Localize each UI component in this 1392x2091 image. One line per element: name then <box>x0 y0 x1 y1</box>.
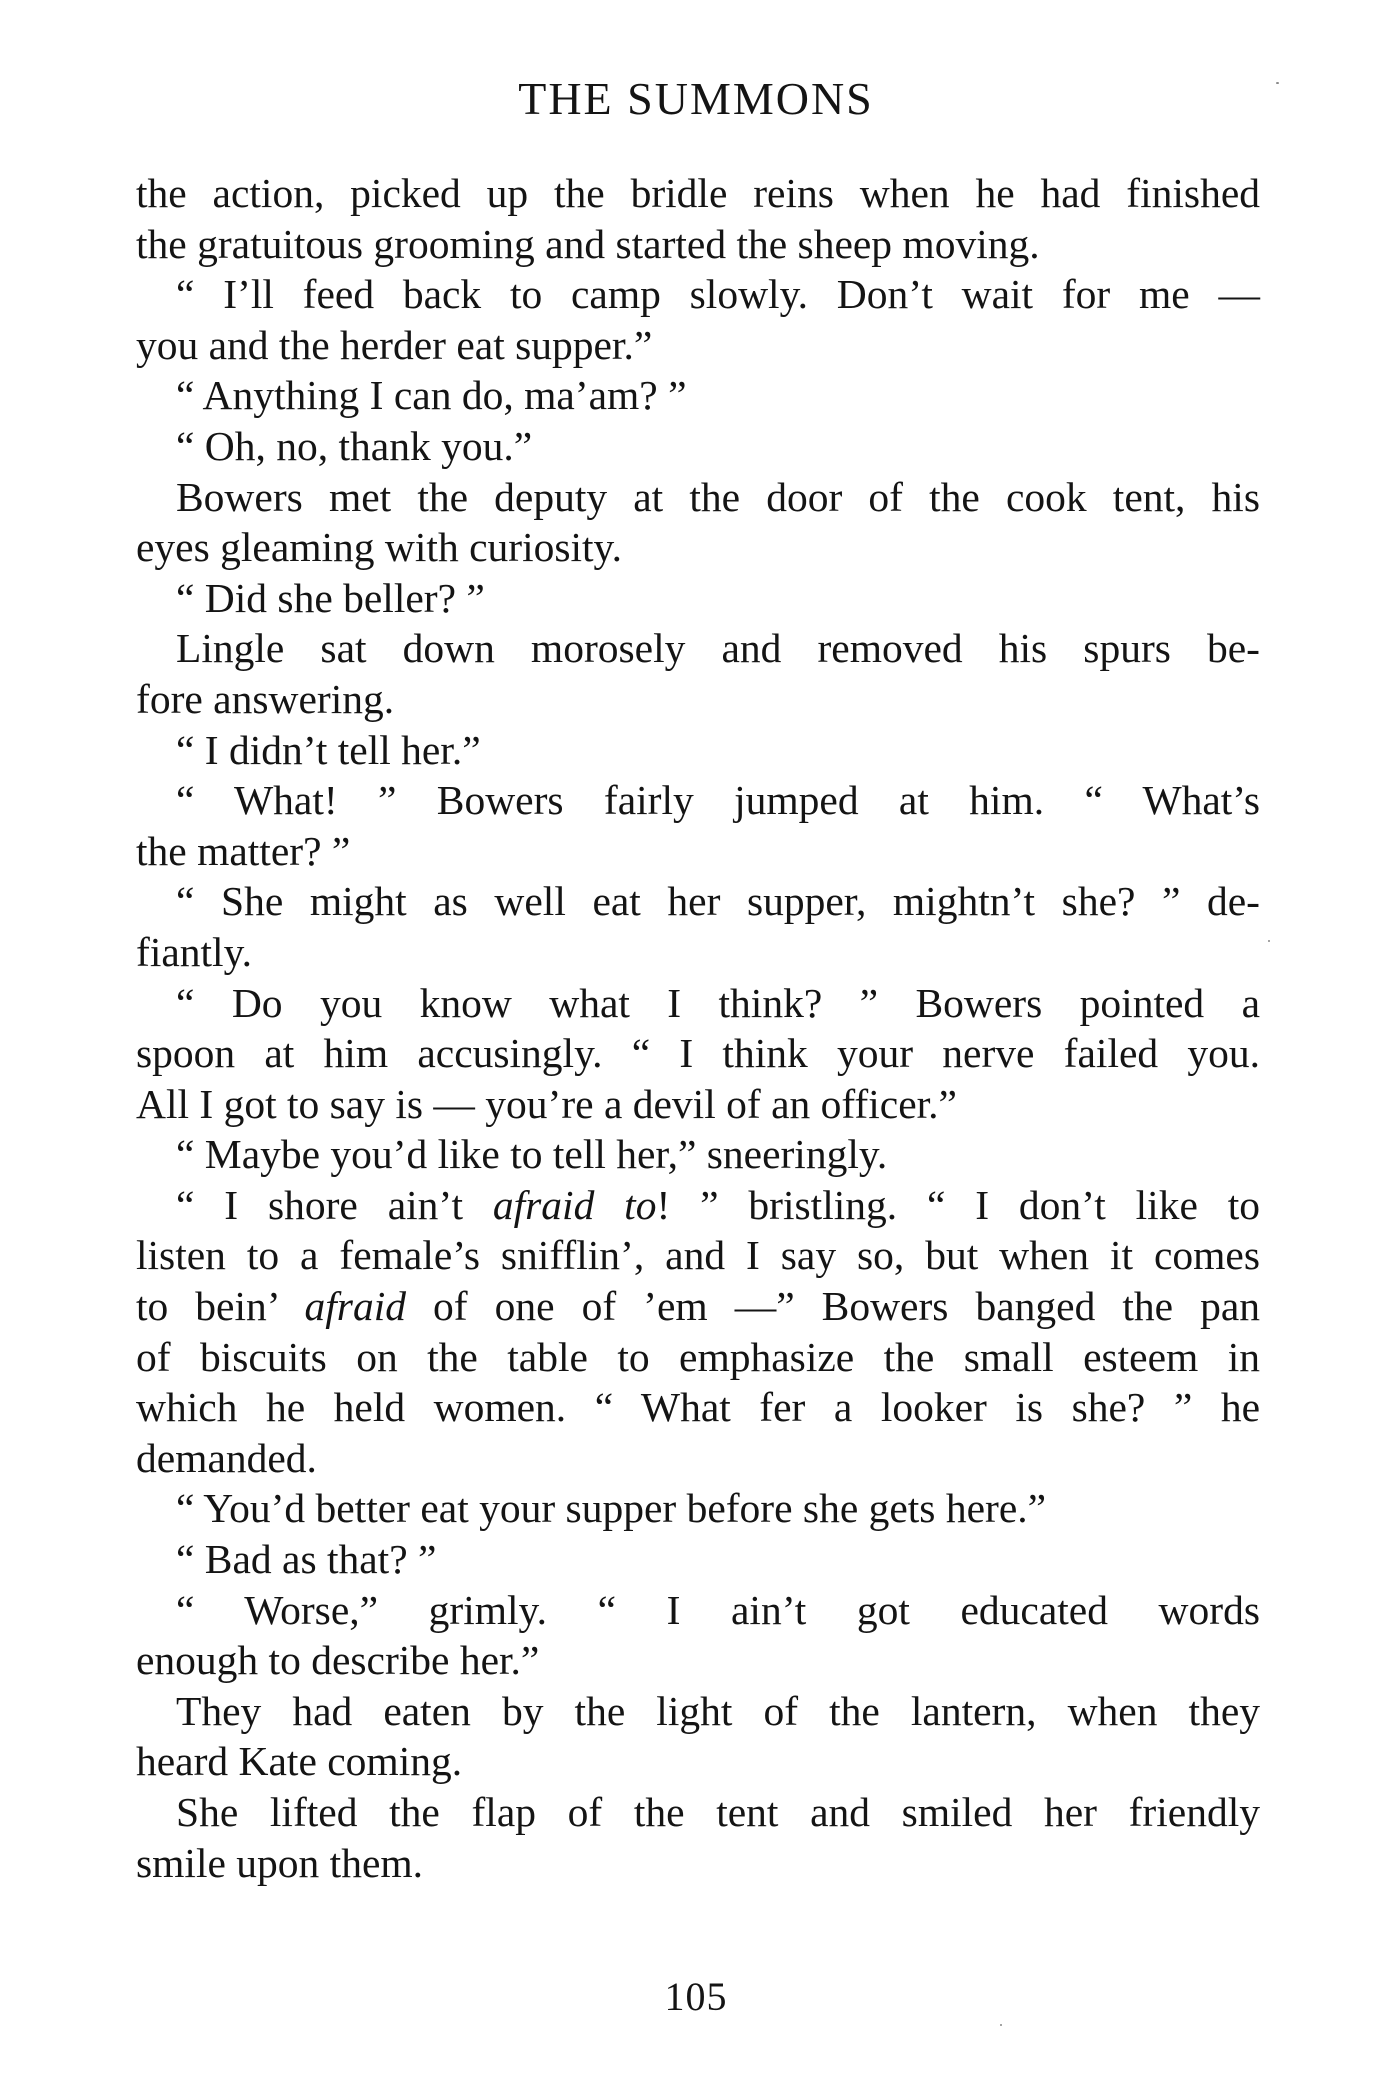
text-line: to bein’ afraid of one of ’em —” Bowers banged the pan <box>136 1283 1260 1330</box>
text-line: All I got to say is — you’re a devil of an officer.” <box>136 1080 957 1127</box>
text-line: “ I’ll feed back to camp slowly. Don’t wait for me — <box>176 271 1260 318</box>
text-line: “ Worse,” grimly. “ I ain’t got educated words <box>176 1586 1260 1633</box>
text-line: Lingle sat down morosely and removed his spurs be- <box>176 625 1260 672</box>
text-line: eyes gleaming with curiosity. <box>136 524 622 571</box>
text-line: “ I shore ain’t afraid to! ” bristling. “ I don’t like to <box>176 1181 1261 1228</box>
text-line: the matter? ” <box>136 827 351 874</box>
text-line: heard Kate coming. <box>136 1738 463 1785</box>
text-line: fiantly. <box>136 928 253 975</box>
text-line: “ Anything I can do, ma’am? ” <box>176 372 687 419</box>
text-line: spoon at him accusingly. “ I think your nerve failed you. <box>136 1030 1260 1077</box>
text-line: “ She might as well eat her supper, mightn’t she? ” de- <box>176 878 1260 925</box>
text-line: She lifted the flap of the tent and smiled her friendly <box>176 1789 1260 1835</box>
text-line: of biscuits on the table to emphasize the small esteem in <box>136 1333 1260 1380</box>
body-text <box>136 168 1260 1888</box>
print-speck <box>1268 940 1270 942</box>
text-line: “ Do you know what I think? ” Bowers pointed a <box>176 979 1260 1026</box>
text-line: enough to describe her.” <box>136 1637 540 1684</box>
text-line: fore answering. <box>136 675 395 722</box>
text-line: the gratuitous grooming and started the sheep moving. <box>136 220 1040 267</box>
text-line: the action, picked up the bridle reins when he had finished <box>136 170 1260 216</box>
text-line: “ Oh, no, thank you.” <box>176 422 533 469</box>
text-line: you and the herder eat supper.” <box>136 321 653 368</box>
running-title: THE SUMMONS <box>518 73 874 124</box>
text-line: “ Did she beller? ” <box>176 574 485 621</box>
text-line: listen to a female’s snifflin’, and I say so, but when it comes <box>136 1232 1260 1279</box>
text-line: “ I didn’t tell her.” <box>176 726 481 773</box>
text-line: “ You’d better eat your supper before she gets here.” <box>176 1485 1047 1532</box>
text-line: “ What! ” Bowers fairly jumped at him. “ What’s <box>176 777 1260 824</box>
text-line: They had eaten by the light of the lantern, when they <box>176 1687 1260 1734</box>
text-line: “ Bad as that? ” <box>176 1536 437 1583</box>
text-line: Bowers met the deputy at the door of the cook tent, his <box>176 473 1260 520</box>
print-speck <box>1276 82 1279 84</box>
print-speck <box>1000 2024 1002 2026</box>
text-line: which he held women. “ What fer a looker is she? ” he <box>136 1384 1260 1431</box>
text-line: smile upon them. <box>136 1839 424 1886</box>
text-line: demanded. <box>136 1434 317 1481</box>
text-line: “ Maybe you’d like to tell her,” sneeringly. <box>176 1131 888 1178</box>
page-number: 105 <box>664 1974 728 2019</box>
emphasis: afraid to <box>492 1181 657 1228</box>
emphasis: afraid <box>304 1283 406 1330</box>
